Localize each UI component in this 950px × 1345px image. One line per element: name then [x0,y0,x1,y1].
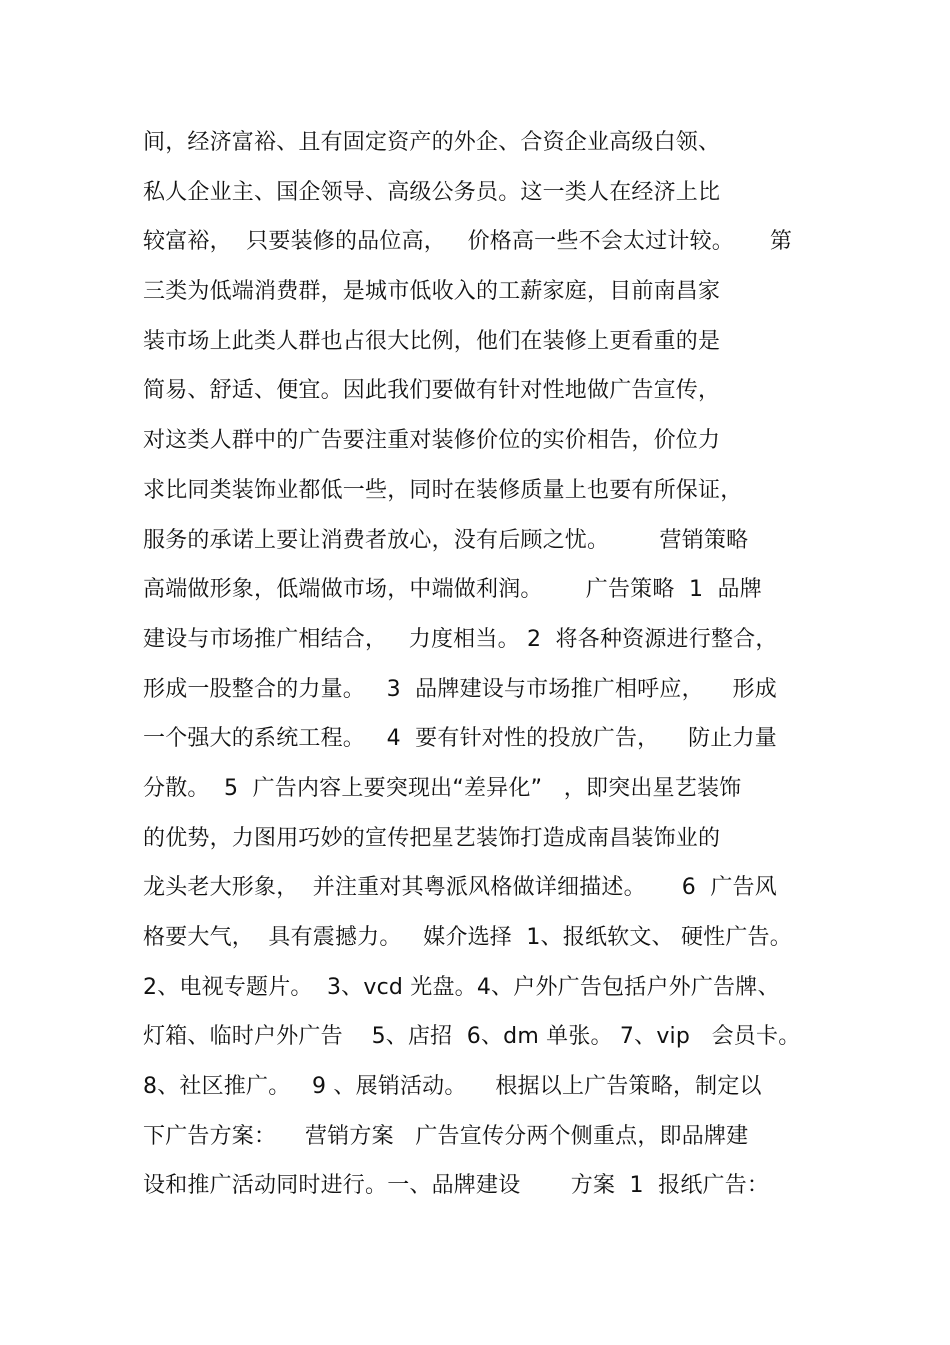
text-line: 龙头老大形象， 并注重对其粤派风格做详细描述。 6 广告风 [143,875,777,901]
body-text [143,118,823,1211]
text-line: 一个强大的系统工程。 4 要有针对性的投放广告， 防止力量 [143,726,777,752]
text-line: 8、社区推广。 9 、展销活动。 根据以上广告策略，制定以 [143,1074,762,1100]
text-line: 格要大气， 具有震撼力。 媒介选择 1、报纸软文、 硬性广告。 [143,925,792,950]
text-line: 形成一股整合的力量。 3 品牌建设与市场推广相呼应， 形成 [143,676,777,702]
text-line: 三类为低端消费群，是城市低收入的工薪家庭，目前南昌家 [143,279,721,305]
text-line: 建设与市场推广相结合， 力度相当。 2 将各种资源进行整合， [143,626,778,652]
text-line: 2、电视专题片。 3、vcd 光盘。4、户外广告包括户外广告牌、 [143,974,780,1000]
text-line: 较富裕， 只要装修的品位高， 价格高一些不会太过计较。 第 [143,229,793,255]
text-line: 简易、舒适、便宜。因此我们要做有针对性地做广告宣传， [143,378,721,404]
text-line: 间，经济富裕、且有固定资产的外企、合资企业高级白领、 [143,130,721,155]
text-line: 高端做形象，低端做市场，中端做利润。 广告策略 1 品牌 [143,577,762,603]
text-line: 对这类人群中的广告要注重对装修价位的实价相告，价位力 [143,428,721,454]
text-line: 求比同类装饰业都低一些，同时在装修质量上也要有所保证， [143,477,743,503]
text-line: 下广告方案： 营销方案 广告宣传分两个侧重点，即品牌建 [143,1123,749,1149]
text-line: 的优势，力图用巧妙的宣传把星艺装饰打造成南昌装饰业的 [143,825,721,851]
text-line: 服务的承诺上要让消费者放心，没有后顾之忧。 营销策略 [143,527,749,553]
text-line: 私人企业主、国企领导、高级公务员。这一类人在经济上比 [143,179,721,205]
text-line: 设和推广活动同时进行。一、品牌建设 方案 1 报纸广告： [143,1173,770,1199]
text-line: 灯箱、临时户外广告 5、店招 6、dm 单张。 7、vip 会员卡。 [143,1024,801,1050]
text-line: 分散。 5 广告内容上要突现出“差异化” ，即突出星艺装饰 [143,775,742,801]
text-line: 装市场上此类人群也占很大比例，他们在装修上更看重的是 [143,328,721,354]
